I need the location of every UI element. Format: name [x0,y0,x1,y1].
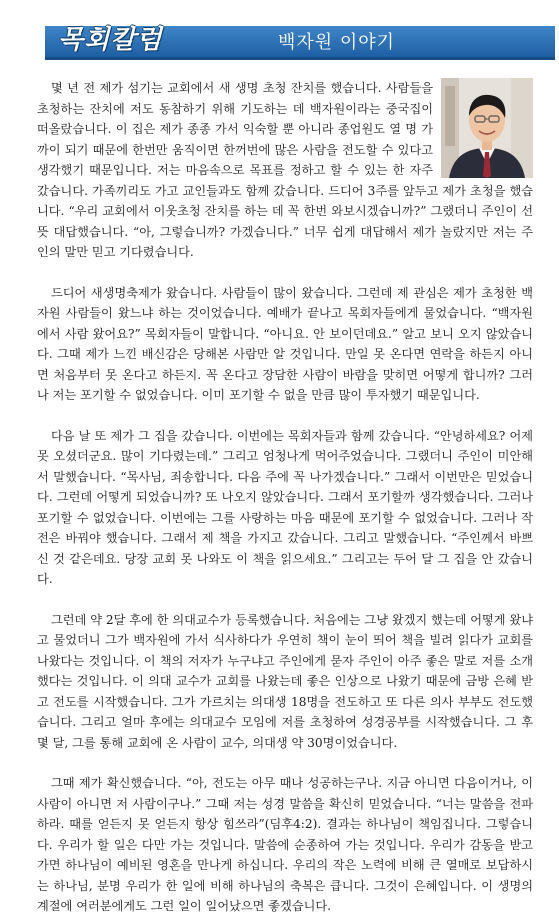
article-body [37,78,533,917]
paragraph-1-text: 몇 년 전 제가 섬기는 교회에서 새 생명 초청 잔치를 했습니다. 사람들을 초청하는 잔치에 저도 동참하기 위해 기도하는 데 백자원이라는 중국집이 떠올랐습니다. 이 집은 제가 종종 가서 익숙할 뿐 아니라 종업원도 열 명 가까이 되기 때문에 한번만 움직이면 한꺼번에 많은 사람을 전도할 수 있다고 생각했기 때문입니다. 저는 마음속으로 목표를 정하고 할 수 있는 한 자주 갔습니다. 가족끼리도 가고 교인들과도 함께 갔습니다. 드디어 3주를 앞두고 제가 초청을 했습니다. “우리 교회에서 이웃초청 잔치를 하는 데 꼭 한번 와보시겠습니까?” 그랬더니 주인이 선뜻 대답했습니다. “아, 그렇습니까? 가겠습니다.” 너무 쉽게 대답해서 제가 놀랐지만 저는 주인의 말만 믿고 기다렸습니다. [37,81,533,259]
column-banner [0,0,559,62]
paragraph-1 [37,78,533,263]
paragraph-3: 다음 날 또 제가 그 집을 갔습니다. 이번에는 목회자들과 함께 갔습니다. “안녕하세요? 어제 못 오셨더군요. 많이 기다렸는데.” 그리고 엄청나게 먹어주었습니다. 그랬더니 주인이 미안해서 말했습니다. “목사님, 죄송합니다. 다음 주에 꼭 나가겠습니다.” 그래서 이번만은 믿었습니다. 그런데 어떻게 되었습니까? 또 나오지 않았습니다. 그래서 포기할까 생각했습니다. 그러나 포기할 수 없었습니다. 이번에는 그를 사랑하는 마음 때문에 포기할 수 없었습니다. 그러나 작전은 바꿔야 했습니다. 그래서 제 책을 가지고 갔습니다. 그리고 말했습니다. “주인께서 바쁘신 것 같은데요. 당장 교회 못 나와도 이 책을 읽으세요.” 그리고는 두어 달 그 집을 안 갔습니다. [37,428,533,586]
photo-spacer [433,78,533,180]
paragraph-5: 그때 제가 확신했습니다. “아, 전도는 아무 때나 성공하는구나. 지금 아니면 다음이거나, 이 사람이 아니면 저 사람이구나.” 그때 저는 성경 말씀을 확신히 믿었습니다. “너는 말씀을 전파하라. 때를 얻든지 못 얻든지 항상 힘쓰라”(딤후4:2). 결과는 하나님이 책임집니다. 그렇습니다. 우리가 할 일은 다만 가는 것입니다. 말씀에 순종하여 가는 것입니다. 우리가 감동을 받고 가면 하나님이 예비된 영혼을 만나게 하십니다. 우리의 작은 노력에 비해 큰 열매로 보답하시는 하나님, 분명 우리가 한 일에 비해 하나님의 축복은 큽니다. 그것이 은혜입니다. 이 생명의 계절에 여러분에게도 그런 일이 일어났으면 좋겠습니다. [37,776,533,913]
column-title: 목회칼럼 [58,25,163,55]
paragraph-2: 드디어 새생명축제가 왔습니다. 사람들이 많이 왔습니다. 그런데 제 관심은 제가 초청한 백자원 사람들이 왔느냐 하는 것이었습니다. 예배가 끝나고 목회자들에게 물었습니다. “백자원에서 사람 왔어요?” 목회자들이 말합니다. “아니요. 안 보이던데요.” 알고 보니 오지 않았습니다. 그때 제가 느낀 배신감은 당해본 사람만 알 것입니다. 만일 못 온다면 연락을 하든지 아니면 처음부터 못 온다고 하든지. 꼭 온다고 장담한 사람이 바람을 맞히면 어떻게 합니까? 그러나 저는 포기할 수 없었습니다. 이미 포기할 수 없을 만큼 많이 투자했기 때문입니다. [37,285,533,402]
paragraph-4: 그런데 약 2달 후에 한 의대교수가 등록했습니다. 처음에는 그냥 왔겠지 했는데 어떻게 왔냐고 물었더니 그가 백자원에 가서 식사하다가 우연히 책이 눈이 띄어 책을 빌려 읽다가 교회를 나왔다는 것입니다. 이 책의 저자가 누구냐고 주인에게 묻자 주인이 아주 좋은 말로 저를 소개했다는 것입니다. 이 의대 교수가 교회를 나왔는데 좋은 인상으로 나왔기 때문에 금방 은혜 받고 전도를 시작했습니다. 그가 가르치는 의대생 18명을 전도하고 또 다른 의사 부부도 전도했습니다. 그리고 얼마 후에는 의대교수 모임에 저를 초청하여 성경공부를 시작했습니다. 그 후 몇 달, 그를 통해 교회에 온 사람이 교수, 의대생 약 30명이었습니다. [37,612,533,750]
article-title: 백자원 이야기 [278,32,396,53]
